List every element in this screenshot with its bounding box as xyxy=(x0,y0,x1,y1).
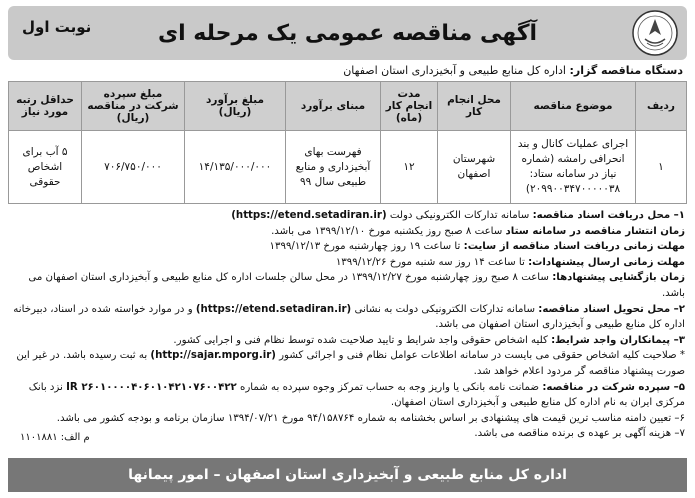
body-line-8: * صلاحیت کلیه اشخاص حقوقی می بایست در سامانه اطلاعات عوامل نظام فنی و اجرائی کشور (http://sajar.mporg.ir) به ثبت رسیده باشد. در غیر این صورت پیشنهاد مناقصه گر مردود اعلام خواهد شد. xyxy=(16,350,685,377)
cell-duration: ۱۲ xyxy=(381,131,438,204)
iban-number: IR ۲۶۰۱۰۰۰۰۴۰۶۰۱۰۴۲۱۰۷۶۰۰۴۲۲ xyxy=(66,381,237,393)
cell-grade: ۵ آب برای اشخاص حقوقی xyxy=(9,131,82,204)
table-row xyxy=(9,131,687,204)
body-line-11: ۷– هزینه آگهی بر عهده ی برنده مناقصه می باشد. xyxy=(474,428,685,440)
col-location: محل انجام کار xyxy=(438,82,511,131)
col-index: ردیف xyxy=(636,82,687,131)
cell-basis: فهرست بهای آبخیزداری و منابع طبیعی سال ۹۹ xyxy=(286,131,381,204)
etend-link-2[interactable]: (https://etend.setadiran.ir) xyxy=(195,303,352,315)
cell-estimate: ۱۴/۱۳۵/۰۰۰/۰۰۰ xyxy=(185,131,286,204)
round-label: نوبت اول xyxy=(22,18,92,36)
body-line-3: مهلت زمانی دریافت اسناد مناقصه از سایت: تا ساعت ۱۹ روز چهارشنبه مورخ ۱۳۹۹/۱۲/۱۳ xyxy=(269,241,685,253)
organizer-value: اداره کل منابع طبیعی و آبخیزداری استان اصفهان xyxy=(343,64,566,77)
reference-number: م الف: ۱۱۰۱۸۸۱ xyxy=(20,432,90,443)
notice-title: آگهی مناقصه عمومی یک مرحله ای xyxy=(157,20,538,46)
cell-index: ۱ xyxy=(636,131,687,204)
col-duration: مدت انجام کار (ماه) xyxy=(381,82,438,131)
body-line-7: ۳– پیمانکاران واجد شرایط: کلیه اشخاص حقوقی واجد شرایط و تایید صلاحیت شده توسط نظام فنی و اجرایی کشور. xyxy=(173,334,685,346)
body-line-10: ۶– تعیین دامنه مناسب ترین قیمت های پیشنهادی بر اساس بخشنامه به شماره ۹۴/۱۵۸۷۶۴ مورخ ۱۳۹۴/۰۷/۲۱ سازمان برنامه و بودجه کشور می باشد. xyxy=(56,412,685,424)
organizer-label: دستگاه مناقصه گزار: xyxy=(569,64,683,77)
body-line-6: ۲– محل تحویل اسناد مناقصه: سامانه تدارکات الکترونیکی دولت به نشانی (https://etend.setadiran.ir) و در موارد خواسته شده در اسناد، دبیرخانه اداره کل منابع طبیعی و آبخیزداری استان اصفهان می باشد. xyxy=(13,303,685,331)
body-line-4: مهلت زمانی ارسال پیشنهادات: تا ساعت ۱۴ روز سه شنبه مورخ ۱۳۹۹/۱۲/۲۶ xyxy=(335,256,685,268)
cell-deposit: ۷۰۶/۷۵۰/۰۰۰ xyxy=(82,131,185,204)
col-subject: موضوع مناقصه xyxy=(511,82,636,131)
col-deposit: مبلغ سپرده شرکت در مناقصه (ریال) xyxy=(82,82,185,131)
sajar-link[interactable]: (http://sajar.mporg.ir) xyxy=(150,350,276,362)
col-grade: حداقل رتبه مورد نیاز xyxy=(9,82,82,131)
col-estimate: مبلغ برآورد (ریال) xyxy=(185,82,286,131)
footer-text: اداره کل منابع طبیعی و آبخیزداری استان اصفهان – امور پیمانها xyxy=(128,467,567,483)
notice-body xyxy=(8,208,687,442)
tender-table xyxy=(8,81,687,204)
title-bar xyxy=(8,6,687,60)
body-line-9: ۵– سپرده شرکت در مناقصه: ضمانت نامه بانکی یا واریز وجه به حساب تمرکز وجوه سپرده به شماره IR ۲۶۰۱۰۰۰۰۴۰۶۰۱۰۴۲۱۰۷۶۰۰۴۲۲ نزد بانک مرکزی ایران به نام اداره کل منابع طبیعی و آبخیزداری استان اصفهان. xyxy=(28,381,685,409)
body-line-2: زمان انتشار مناقصه در سامانه ستاد ساعت ۸ صبح روز یکشنبه مورخ ۱۳۹۹/۱۲/۱۰ می باشد. xyxy=(271,225,685,237)
table-header-row xyxy=(9,82,687,131)
cell-location: شهرستان اصفهان xyxy=(438,131,511,204)
cell-subject: اجرای عملیات کانال و بند انحرافی رامشه (شماره نیاز در سامانه ستاد: ۲۰۹۹۰۰۳۴۷۰۰۰۰۰۳۸) xyxy=(511,131,636,204)
organizer-line xyxy=(8,64,683,77)
body-line-1: ۱– محل دریافت اسناد مناقصه: سامانه تدارکات الکترونیکی دولت (https://etend.setadiran.ir) xyxy=(231,210,685,221)
organization-logo-icon xyxy=(631,9,679,57)
body-line-5: زمان بازگشایی پیشنهادها: ساعت ۸ صبح روز چهارشنبه مورخ ۱۳۹۹/۱۲/۲۷ در محل سالن جلسات اداره کل منابع طبیعی و آبخیزداری استان اصفهان می باشد. xyxy=(28,272,685,299)
col-basis: مبنای برآورد xyxy=(286,82,381,131)
footer-bar xyxy=(8,458,687,492)
etend-link-1[interactable]: (https://etend.setadiran.ir) xyxy=(231,210,387,221)
